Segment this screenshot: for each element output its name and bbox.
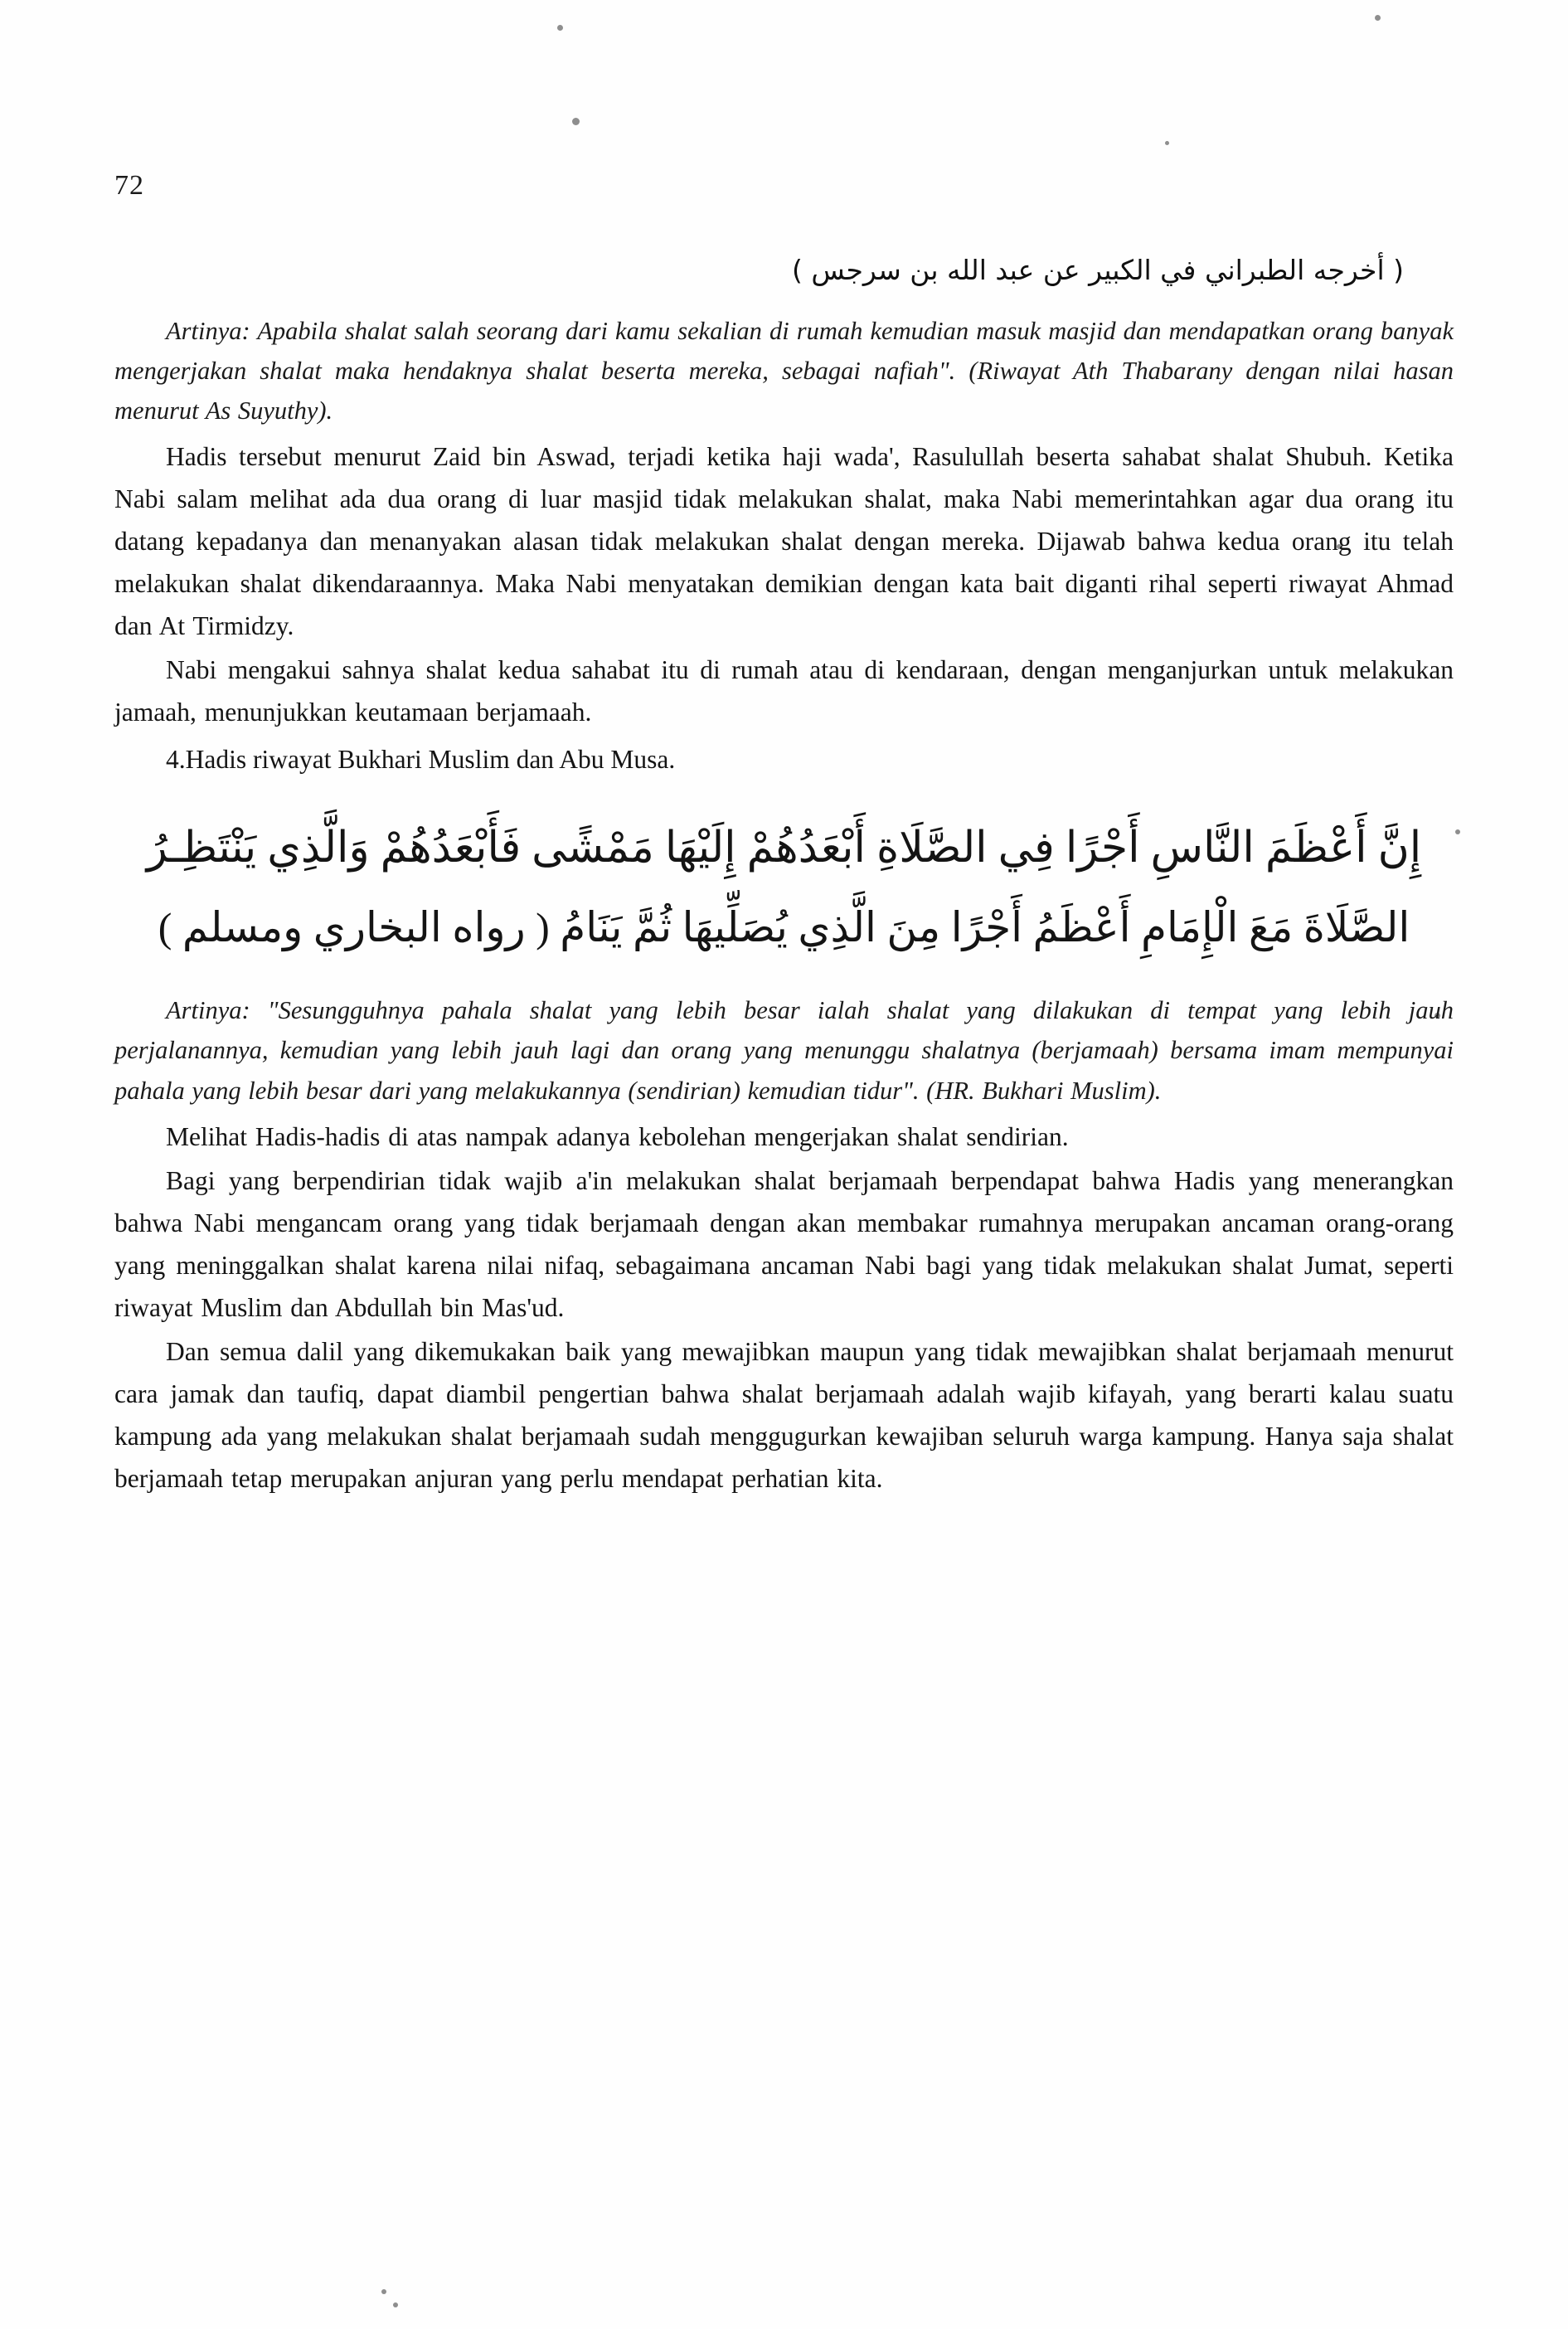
translation-paragraph-2: Artinya: "Sesungguhnya pahala shalat yang lebih besar ialah shalat yang dilakukan di tempat yang lebih jauh perjalanannya, kemudian yang lebih jauh lagi dan orang yang menunggu shalatnya (berjamaah) bersama imam mempunyai pahala yang lebih besar dari yang melakukannya (sendirian) kemudian tidur". (HR. Bukhari Muslim). <box>114 996 1454 1105</box>
body-paragraph-5: Dan semua dalil yang dikemukakan baik yang mewajibkan maupun yang tidak mewajibkan shalat berjamaah menurut cara jamak dan taufiq, dapat diambil pengertian bahwa shalat berjamaah adalah wajib kifayah, yang berarti kalau suatu kampung ada yang melakukan shalat berjamaah sudah menggugurkan kewajiban seluruh warga kampung. Hanya saja shalat berjamaah tetap merupakan anjuran yang perlu mendapat perhatian kita. <box>114 1336 1454 1493</box>
body-paragraph-2: Nabi mengakui sahnya shalat kedua sahabat itu di rumah atau di kendaraan, dengan menganjurkan untuk melakukan jamaah, menunjukkan keutamaan berjamaah. <box>114 655 1454 727</box>
document-body <box>114 249 1454 1501</box>
list-item-4: 4.Hadis riwayat Bukhari Muslim dan Abu Musa. <box>166 745 676 775</box>
scan-speck <box>1375 15 1381 21</box>
arabic-hadith-line-1: إِنَّ أَعْظَمَ النَّاسِ أَجْرًا فِي الصَّلَاةِ أَبْعَدُهُمْ إِلَيْهَا مَمْشًى فَأَبْعَدُهُمْ وَالَّذِي يَنْتَظِـرُ <box>146 824 1422 873</box>
body-paragraph-1: Hadis tersebut menurut Zaid bin Aswad, terjadi ketika haji wada', Rasulullah beserta sahabat shalat Shubuh. Ketika Nabi salam melihat ada dua orang di luar masjid tidak melakukan shalat, maka Nabi memerintahkan agar dua orang itu datang kepadanya dan menanyakan alasan tidak melakukan shalat dengan mereka. Dijawab bahwa kedua orang itu telah melakukan shalat dikendaraannya. Maka Nabi menyatakan demikian dengan kata bait diganti rihal seperti riwayat Ahmad dan At Tirmidzy. <box>114 442 1454 641</box>
translation-paragraph-1: Artinya: Apabila shalat salah seorang dari kamu sekalian di rumah kemudian masuk masjid dan mendapatkan orang banyak mengerjakan shalat maka hendaknya shalat beserta mereka, sebagai nafiah". (Riwayat Ath Thabarany dengan nilai hasan menurut As Suyuthy). <box>114 316 1454 425</box>
scan-speck <box>381 2289 386 2294</box>
scan-speck <box>557 25 563 31</box>
arabic-citation-line: ( أخرجه الطبراني في الكبير عن عبد الله بن سرجس ) <box>792 254 1404 286</box>
body-paragraph-4: Bagi yang berpendirian tidak wajib a'in melakukan shalat berjamaah berpendapat bahwa Hadis yang menerangkan bahwa Nabi mengancam orang yang tidak berjamaah dengan akan membakar rumahnya merupakan ancaman orang-orang yang meninggalkan shalat karena nilai nifaq, sebagaimana ancaman Nabi bagi yang tidak melakukan shalat Jumat, seperti riwayat Muslim dan Abdullah bin Mas'ud. <box>114 1165 1454 1322</box>
arabic-hadith-block <box>114 809 1454 965</box>
scan-speck <box>1165 141 1169 145</box>
scan-speck <box>572 118 580 125</box>
body-paragraph-3: Melihat Hadis-hadis di atas nampak adanya kebolehan mengerjakan shalat sendirian. <box>166 1121 1069 1151</box>
scan-speck <box>393 2302 398 2307</box>
scan-speck <box>1455 829 1460 834</box>
arabic-hadith-line-2: الصَّلَاةَ مَعَ الْإِمَامِ أَعْظَمُ أَجْرًا مِنَ الَّذِي يُصَلِّيهَا ثُمَّ يَنَامُ ( رواه البخاري ومسلم ) <box>158 903 1410 951</box>
page-number: 72 <box>114 170 144 201</box>
